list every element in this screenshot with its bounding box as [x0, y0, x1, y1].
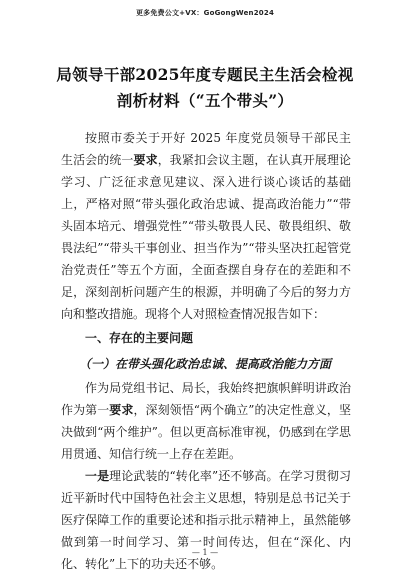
subsection-heading-political-loyalty: （一）在带头强化政治忠诚、提高政治能力方面: [79, 357, 332, 371]
intro-text-rest: ，我紧扣会议主题，在认真开展理论学习、广泛征求意见建议、深入进行谈心谈话的基础上，严格对照“带头强化政治忠诚、提高政治能力”“带头固本培元、增强党性”“带头敬畏人民、敬畏组织、敬畏法纪”“带头干事创业、担当作为”“带头坚决扛起管党治党责任”等五个方面，全面查摆自身存在的差距和不足，深刻剖析问题产生的根源，并明确了今后的努力方向和整改措施。现将个人对照检查情况报告如下：: [61, 153, 351, 321]
paragraph-political-loyalty: [61, 377, 351, 465]
intro-text-bold: 要求: [133, 153, 158, 167]
paragraph-theory-armament: [61, 465, 351, 575]
para2-text-bold: 要求: [109, 403, 134, 417]
para3-text-bold: 一是: [85, 469, 110, 483]
intro-paragraph: [61, 127, 351, 325]
para2-text-rest: ，深刻领悟“两个确立”的决定性意义，坚决做到“两个维护”。但以更高标准审视，仍感到在学思用贯通、知信行统一上存在差距。: [61, 403, 351, 461]
promo-banner: 更多免费公文+VX：GoGongWen2024: [135, 9, 275, 17]
document-body: [61, 127, 351, 575]
para2-text-start: 作为局党组书记、局长，我始终把旗帜鲜明讲政治作为第一: [61, 381, 351, 417]
intro-text-start: 按照市委关于开好 2025 年度党员领导干部民主生活会的统一: [61, 131, 351, 167]
page-number: — 1 —: [191, 548, 219, 557]
para3-text-rest: 理论武装的“转化率”还不够高。在学习贯彻习近平新时代中国特色社会主义思想，特别是总书记关于医疗保障工作的重要论述和指示批示精神上，虽然能够做到第一时间学习、第一时间传达，但在“深化、内化、转化”上下的功夫还不够。: [61, 469, 351, 571]
document-title: 局领导干部2025年度专题民主生活会检视剖析材料（“五个带头”）: [56, 65, 354, 110]
section-heading-problems: 一、存在的主要问题: [85, 331, 194, 345]
